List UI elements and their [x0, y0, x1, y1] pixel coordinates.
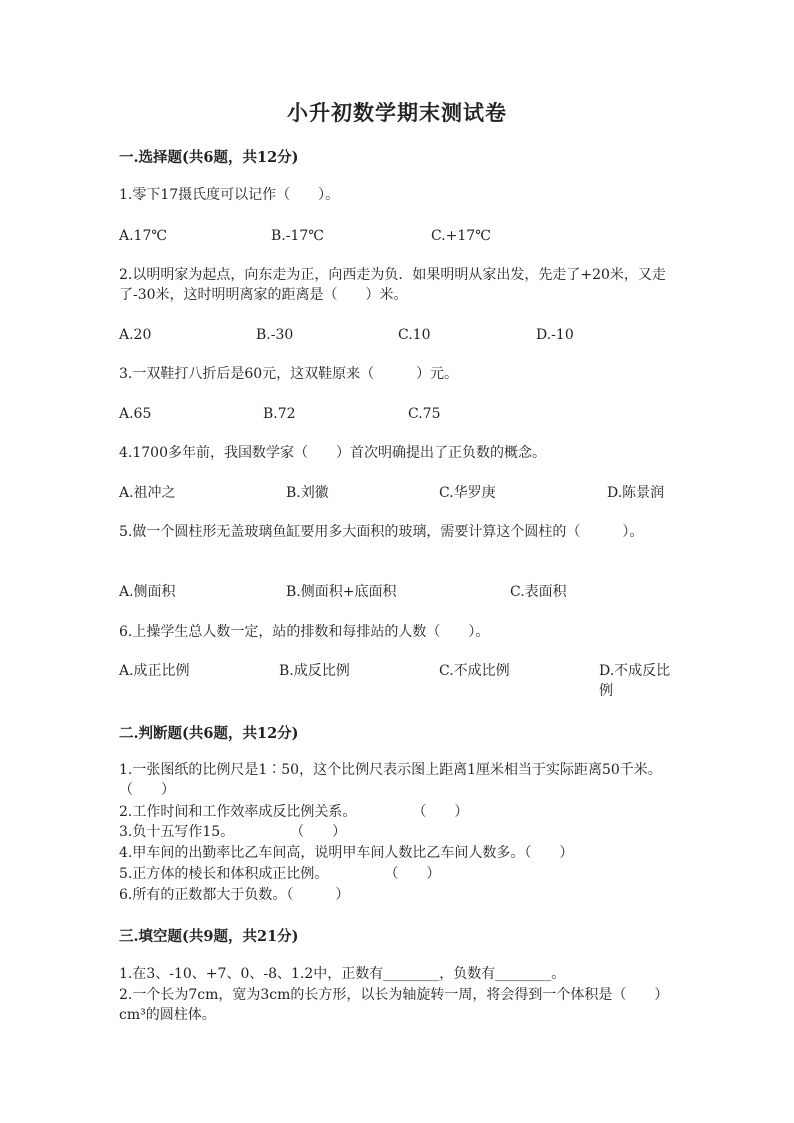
option-a: A.17℃ [119, 228, 168, 244]
option-b: B.刘徽 [286, 485, 329, 501]
option-b: B.成反比例 [279, 663, 350, 679]
option-a: A.20 [119, 327, 152, 343]
question-6: 6.上操学生总人数一定，站的排数和每排站的人数（ ）。 [119, 624, 490, 640]
option-d: D.-10 [536, 327, 574, 343]
option-d: D.陈景润 [607, 485, 665, 501]
option-a: A.侧面积 [119, 584, 176, 600]
option-b: B.-17℃ [271, 228, 324, 244]
option-c: C.10 [398, 327, 431, 343]
option-c: C.75 [408, 406, 441, 422]
question-3-options [119, 404, 679, 444]
judgement-1: 1.一张图纸的比例尺是1∶50，这个比例尺表示图上距离1厘米相当于实际距离50千米。 （ ） [119, 762, 711, 798]
judgement-2: 2.工作时间和工作效率成反比例关系。 （ ） [119, 804, 469, 820]
option-d: D.不成反比例 [599, 663, 671, 699]
question-3: 3.一双鞋打八折后是60元，这双鞋原来（ ）元。 [119, 366, 459, 382]
section-heading-fill: 三.填空题(共9题，共21分) [119, 928, 299, 945]
question-2-options [119, 325, 679, 365]
option-b: B.侧面积+底面积 [286, 584, 397, 600]
option-c: C.不成比例 [439, 663, 510, 679]
page-title: 小升初数学期末测试卷 [287, 100, 507, 125]
option-b: B.72 [263, 406, 296, 422]
judgement-5: 5.正方体的棱长和体积成正比例。 （ ） [119, 866, 441, 882]
option-c: C.+17℃ [431, 228, 491, 244]
section-heading-judgement: 二.判断题(共6题，共12分) [119, 725, 299, 742]
section-heading-choice: 一.选择题(共6题，共12分) [119, 149, 299, 166]
option-a: A.65 [119, 406, 152, 422]
fill-1: 1.在3、-10、+7、0、-8、1.2中，正数有________，负数有________。 [119, 966, 566, 982]
question-4: 4.1700多年前，我国数学家（ ）首次明确提出了正负数的概念。 [119, 445, 546, 461]
option-a: A.成正比例 [119, 663, 190, 679]
judgement-4: 4.甲车间的出勤率比乙车间高，说明甲车间人数比乙车间人数多。（ ） [119, 845, 574, 861]
option-b: B.-30 [256, 327, 294, 343]
question-6-options [119, 661, 679, 701]
question-1: 1.零下17摄氏度可以记作（ ）。 [119, 187, 340, 203]
question-1-options [119, 226, 679, 266]
question-5: 5.做一个圆柱形无盖玻璃鱼缸要用多大面积的玻璃，需要计算这个圆柱的（ ）。 [119, 524, 644, 540]
option-c: C.华罗庚 [439, 485, 496, 501]
option-a: A.祖冲之 [119, 485, 176, 501]
question-5-options [119, 582, 679, 622]
question-4-options [119, 483, 679, 523]
judgement-3: 3.负十五写作15。 （ ） [119, 824, 347, 840]
fill-2: 2.一个长为7cm，宽为3cm的长方形，以长为轴旋转一周，将会得到一个体积是（ ）cm³的圆柱体。 [119, 987, 669, 1023]
question-2: 2.以明明家为起点，向东走为正，向西走为负．如果明明从家出发，先走了+20米，又走了-30米，这时明明离家的距离是（ ）米。 [119, 267, 666, 303]
option-c: C.表面积 [510, 584, 567, 600]
judgement-6: 6.所有的正数都大于负数。（ ） [119, 887, 350, 903]
